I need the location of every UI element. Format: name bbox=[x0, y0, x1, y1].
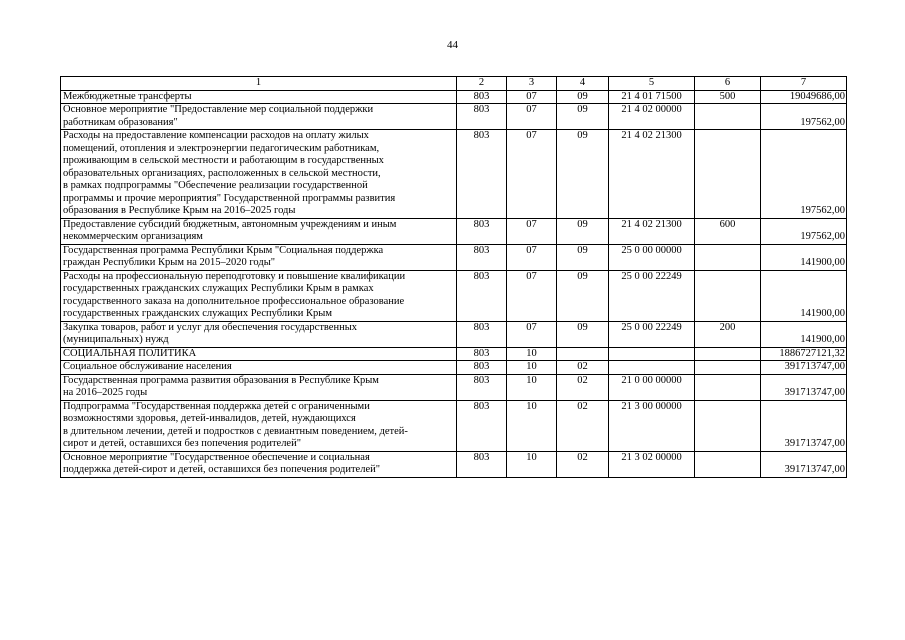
table-row bbox=[61, 374, 847, 400]
row-code-cell: 803 bbox=[457, 451, 507, 477]
column-header: 5 bbox=[609, 77, 695, 91]
row-amount-cell: 141900,00 bbox=[761, 321, 847, 347]
column-header: 3 bbox=[507, 77, 557, 91]
row-name-cell: Подпрограмма "Государственная поддержка детей с ограниченными возможностями здоровья, детей-инвалидов, детей, нуждающихся в длительном лечении, детей и подростков с девиантным поведением, детей- сирот и детей, оставшихся без попечения родителей" bbox=[61, 400, 457, 451]
row-section-cell: 07 bbox=[507, 270, 557, 321]
row-subsection-cell: 02 bbox=[557, 451, 609, 477]
table-row bbox=[61, 244, 847, 270]
row-subsection-cell: 02 bbox=[557, 361, 609, 375]
row-expense-type-cell bbox=[695, 361, 761, 375]
row-section-cell: 07 bbox=[507, 321, 557, 347]
row-section-cell: 10 bbox=[507, 400, 557, 451]
row-code-cell: 803 bbox=[457, 104, 507, 130]
row-target-cell: 25 0 00 00000 bbox=[609, 244, 695, 270]
row-target-cell: 21 4 01 71500 bbox=[609, 90, 695, 104]
row-amount-cell: 141900,00 bbox=[761, 244, 847, 270]
table-row bbox=[61, 130, 847, 219]
row-code-cell: 803 bbox=[457, 90, 507, 104]
row-subsection-cell: 09 bbox=[557, 90, 609, 104]
row-section-cell: 10 bbox=[507, 347, 557, 361]
row-code-cell: 803 bbox=[457, 361, 507, 375]
row-amount-cell: 197562,00 bbox=[761, 130, 847, 219]
row-subsection-cell: 09 bbox=[557, 130, 609, 219]
row-subsection-cell: 09 bbox=[557, 321, 609, 347]
row-subsection-cell: 09 bbox=[557, 104, 609, 130]
table-row bbox=[61, 400, 847, 451]
row-name-cell: Закупка товаров, работ и услуг для обеспечения государственных (муниципальных) нужд bbox=[61, 321, 457, 347]
row-name-cell: Основное мероприятие "Государственное обеспечение и социальная поддержка детей-сирот и детей, оставшихся без попечения родителей" bbox=[61, 451, 457, 477]
row-target-cell: 21 0 00 00000 bbox=[609, 374, 695, 400]
row-code-cell: 803 bbox=[457, 218, 507, 244]
row-name-cell: СОЦИАЛЬНАЯ ПОЛИТИКА bbox=[61, 347, 457, 361]
budget-table bbox=[60, 76, 847, 478]
row-subsection-cell: 09 bbox=[557, 244, 609, 270]
table-row bbox=[61, 451, 847, 477]
row-expense-type-cell bbox=[695, 270, 761, 321]
row-expense-type-cell bbox=[695, 400, 761, 451]
row-target-cell bbox=[609, 361, 695, 375]
row-target-cell: 21 4 02 21300 bbox=[609, 218, 695, 244]
row-name-cell: Межбюджетные трансферты bbox=[61, 90, 457, 104]
row-amount-cell: 391713747,00 bbox=[761, 400, 847, 451]
row-code-cell: 803 bbox=[457, 270, 507, 321]
row-amount-cell: 141900,00 bbox=[761, 270, 847, 321]
row-section-cell: 10 bbox=[507, 361, 557, 375]
row-code-cell: 803 bbox=[457, 244, 507, 270]
row-expense-type-cell bbox=[695, 104, 761, 130]
column-header: 2 bbox=[457, 77, 507, 91]
table-row bbox=[61, 347, 847, 361]
row-code-cell: 803 bbox=[457, 321, 507, 347]
row-target-cell: 25 0 00 22249 bbox=[609, 321, 695, 347]
row-target-cell: 25 0 00 22249 bbox=[609, 270, 695, 321]
row-name-cell: Расходы на профессиональную переподготовку и повышение квалификации государственных гражданских служащих Республики Крым в рамках государственного заказа на дополнительное профессиональное образование государственных гражданских служащих Республики Крым bbox=[61, 270, 457, 321]
row-section-cell: 07 bbox=[507, 104, 557, 130]
row-expense-type-cell: 600 bbox=[695, 218, 761, 244]
row-target-cell: 21 4 02 00000 bbox=[609, 104, 695, 130]
row-section-cell: 10 bbox=[507, 451, 557, 477]
row-name-cell: Расходы на предоставление компенсации расходов на оплату жилых помещений, отопления и электроэнергии педагогическим работникам, проживающим в сельской местности и работающим в государственных образовательных организациях, расположенных в сельской местности, в рамках подпрограммы "Обеспечение реализации государственной программы и прочие мероприятия" Государственной программы развития образования в Республике Крым на 2016–2025 годы bbox=[61, 130, 457, 219]
row-expense-type-cell: 500 bbox=[695, 90, 761, 104]
row-target-cell: 21 4 02 21300 bbox=[609, 130, 695, 219]
row-expense-type-cell: 200 bbox=[695, 321, 761, 347]
row-subsection-cell bbox=[557, 347, 609, 361]
row-subsection-cell: 02 bbox=[557, 374, 609, 400]
row-amount-cell: 391713747,00 bbox=[761, 374, 847, 400]
table-row bbox=[61, 90, 847, 104]
row-subsection-cell: 09 bbox=[557, 218, 609, 244]
row-amount-cell: 391713747,00 bbox=[761, 361, 847, 375]
row-code-cell: 803 bbox=[457, 347, 507, 361]
row-amount-cell: 19049686,00 bbox=[761, 90, 847, 104]
row-section-cell: 07 bbox=[507, 90, 557, 104]
row-name-cell: Основное мероприятие "Предоставление мер социальной поддержки работникам образования" bbox=[61, 104, 457, 130]
row-name-cell: Предоставление субсидий бюджетным, автономным учреждениям и иным некоммерческим организациям bbox=[61, 218, 457, 244]
table-row bbox=[61, 104, 847, 130]
row-subsection-cell: 09 bbox=[557, 270, 609, 321]
row-section-cell: 10 bbox=[507, 374, 557, 400]
row-subsection-cell: 02 bbox=[557, 400, 609, 451]
row-amount-cell: 197562,00 bbox=[761, 104, 847, 130]
row-section-cell: 07 bbox=[507, 130, 557, 219]
row-code-cell: 803 bbox=[457, 400, 507, 451]
column-header: 1 bbox=[61, 77, 457, 91]
row-expense-type-cell bbox=[695, 130, 761, 219]
row-expense-type-cell bbox=[695, 374, 761, 400]
table-header-row bbox=[61, 77, 847, 91]
table-row bbox=[61, 361, 847, 375]
page-number: 44 bbox=[447, 39, 458, 51]
row-code-cell: 803 bbox=[457, 374, 507, 400]
row-expense-type-cell bbox=[695, 244, 761, 270]
row-name-cell: Государственная программа Республики Крым "Социальная поддержка граждан Республики Крым на 2015–2020 годы" bbox=[61, 244, 457, 270]
row-expense-type-cell bbox=[695, 451, 761, 477]
row-code-cell: 803 bbox=[457, 130, 507, 219]
row-section-cell: 07 bbox=[507, 244, 557, 270]
column-header: 7 bbox=[761, 77, 847, 91]
row-expense-type-cell bbox=[695, 347, 761, 361]
table-row bbox=[61, 218, 847, 244]
row-name-cell: Социальное обслуживание населения bbox=[61, 361, 457, 375]
row-target-cell bbox=[609, 347, 695, 361]
table-row bbox=[61, 321, 847, 347]
table-row bbox=[61, 270, 847, 321]
column-header: 4 bbox=[557, 77, 609, 91]
row-section-cell: 07 bbox=[507, 218, 557, 244]
row-amount-cell: 1886727121,32 bbox=[761, 347, 847, 361]
row-amount-cell: 197562,00 bbox=[761, 218, 847, 244]
row-name-cell: Государственная программа развития образования в Республике Крым на 2016–2025 годы bbox=[61, 374, 457, 400]
column-header: 6 bbox=[695, 77, 761, 91]
row-amount-cell: 391713747,00 bbox=[761, 451, 847, 477]
row-target-cell: 21 3 02 00000 bbox=[609, 451, 695, 477]
row-target-cell: 21 3 00 00000 bbox=[609, 400, 695, 451]
